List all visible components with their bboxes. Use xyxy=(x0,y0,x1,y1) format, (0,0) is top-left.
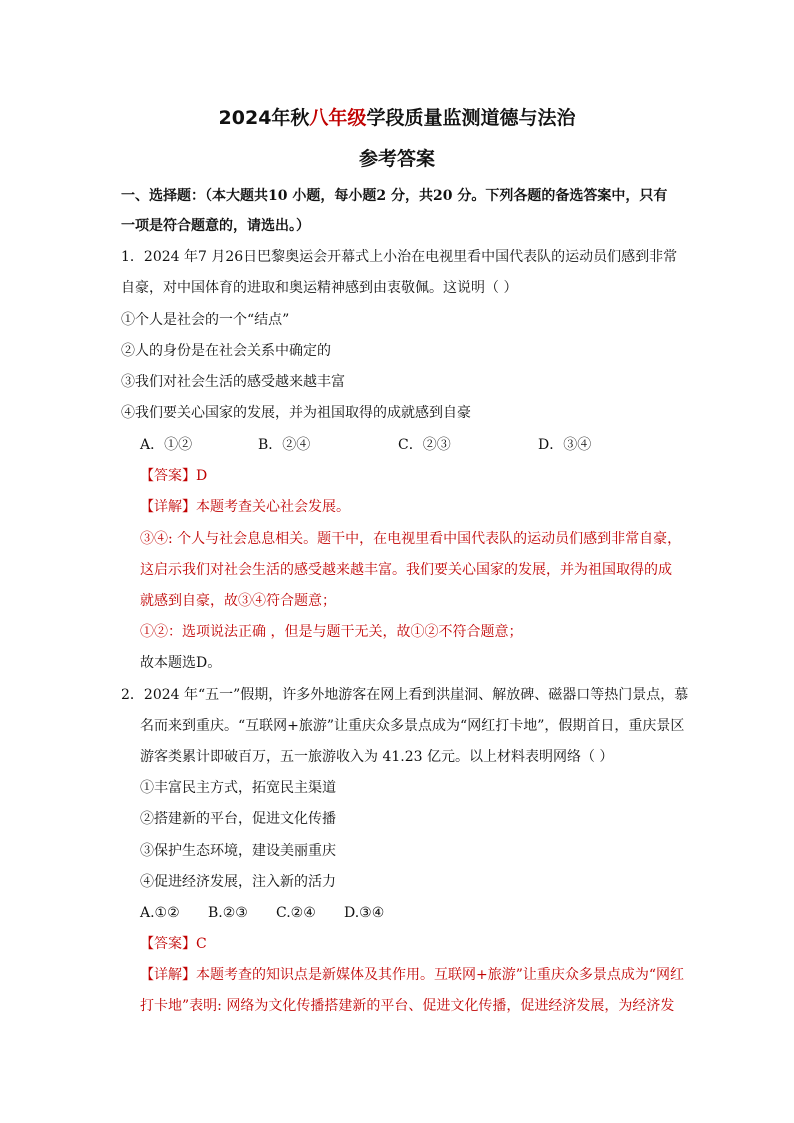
q2-detail-label: 【详解】 xyxy=(140,967,196,983)
q2-stem-line2: 名而来到重庆。“互联网+旅游”让重庆众多景点成为“网红打卡地”，假期首日，重庆景区 xyxy=(140,718,685,734)
title-prefix: 2024年秋 xyxy=(218,107,310,129)
q1-stem-line1: 1．2024 年7 月26日巴黎奥运会开幕式上小治在电视里看中国代表队的运动员们感到非常 xyxy=(121,249,678,265)
q2-item-4: ④促进经济发展，注入新的活力 xyxy=(140,874,336,890)
q1-item-4: ④我们要关心国家的发展，并为祖国取得的成就感到自豪 xyxy=(121,405,471,421)
q2-options xyxy=(140,901,384,925)
q1-explanation-line3: 就感到自豪，故③④符合题意； xyxy=(140,593,336,609)
q2-stem-line1: 2．2024 年“五一”假期，许多外地游客在网上看到洪崖洞、解放碑、磁器口等热门景点，慕 xyxy=(121,687,689,703)
q1-item-1: ①个人是社会的一个“结点” xyxy=(121,312,290,328)
q1-detail-label: 【详解】 xyxy=(140,499,196,515)
q2-option-b: B.②③ xyxy=(208,905,248,921)
q2-detail-line1 xyxy=(140,963,684,987)
q1-item-3: ③我们对社会生活的感受越来越丰富 xyxy=(121,374,345,390)
title-suffix: 学段质量监测道德与法治 xyxy=(366,107,576,129)
q2-option-c: C.②④ xyxy=(276,905,316,921)
q1-option-b: B．②④ xyxy=(258,437,311,453)
q1-explanation-line4 xyxy=(140,620,522,644)
title-grade-highlight: 八年级 xyxy=(309,107,367,129)
q1-detail xyxy=(140,495,350,519)
q1-stem-line2: 自豪，对中国体育的进取和奥运精神感到由衷敬佩。这说明（ ） xyxy=(121,280,518,296)
q2-answer: 【答案】C xyxy=(140,936,207,952)
q1-conclusion: 故本题选D。 xyxy=(140,655,222,671)
page-subtitle: 参考答案 xyxy=(358,148,435,170)
q1-options xyxy=(140,433,591,457)
q2-option-a: A.①② xyxy=(140,905,180,921)
q1-option-d: D．③④ xyxy=(538,437,592,453)
q1-explanation-line1 xyxy=(140,527,681,551)
q2-detail-line2: 打卡地”表明: 网络为文化传播搭建新的平台、促进文化传播，促进经济发展，为经济发 xyxy=(140,998,675,1014)
q2-item-1: ①丰富民主方式，拓宽民主渠道 xyxy=(140,780,336,796)
q1-option-c: C．②③ xyxy=(398,437,451,453)
q1-answer: 【答案】D xyxy=(140,468,208,484)
q2-item-2: ②搭建新的平台，促进文化传播 xyxy=(140,811,336,827)
q1-exp1-tag: ③④ xyxy=(140,531,168,547)
q2-item-3: ③保护生态环境，建设美丽重庆 xyxy=(140,843,336,859)
q2-detail-text1: 本题考查的知识点是新媒体及其作用。互联网+旅游”让重庆众多景点成为“网红 xyxy=(196,967,685,983)
q1-exp2-text: ：选项说法正确 ，但是与题干无关，故①②不符合题意； xyxy=(168,624,523,640)
q1-exp1-text: : 个人与社会息息相关。题干中，在电视里看中国代表队的运动员们感到非常自豪， xyxy=(168,531,682,547)
q1-detail-text: 本题考查关心社会发展。 xyxy=(196,499,350,515)
section-heading-line1: 一、选择题：（本大题共10 小题，每小题2 分，共20 分。下列各题的备选答案中，只有 xyxy=(121,188,668,204)
q1-item-2: ②人的身份是在社会关系中确定的 xyxy=(121,343,331,359)
q1-option-a: A．①② xyxy=(140,437,193,453)
page-title xyxy=(0,103,794,133)
q2-option-d: D.③④ xyxy=(344,905,385,921)
section-heading-line2: 一项是符合题意的，请选出。） xyxy=(121,218,310,234)
q1-explanation-line2: 这启示我们对社会生活的感受越来越丰富。我们要关心国家的发展，并为祖国取得的成 xyxy=(140,562,672,578)
q1-exp2-tag: ①② xyxy=(140,624,168,640)
q2-stem-line3: 游客类累计即破百万，五一旅游收入为 41.23 亿元。以上材料表明网络（ ） xyxy=(140,749,614,765)
